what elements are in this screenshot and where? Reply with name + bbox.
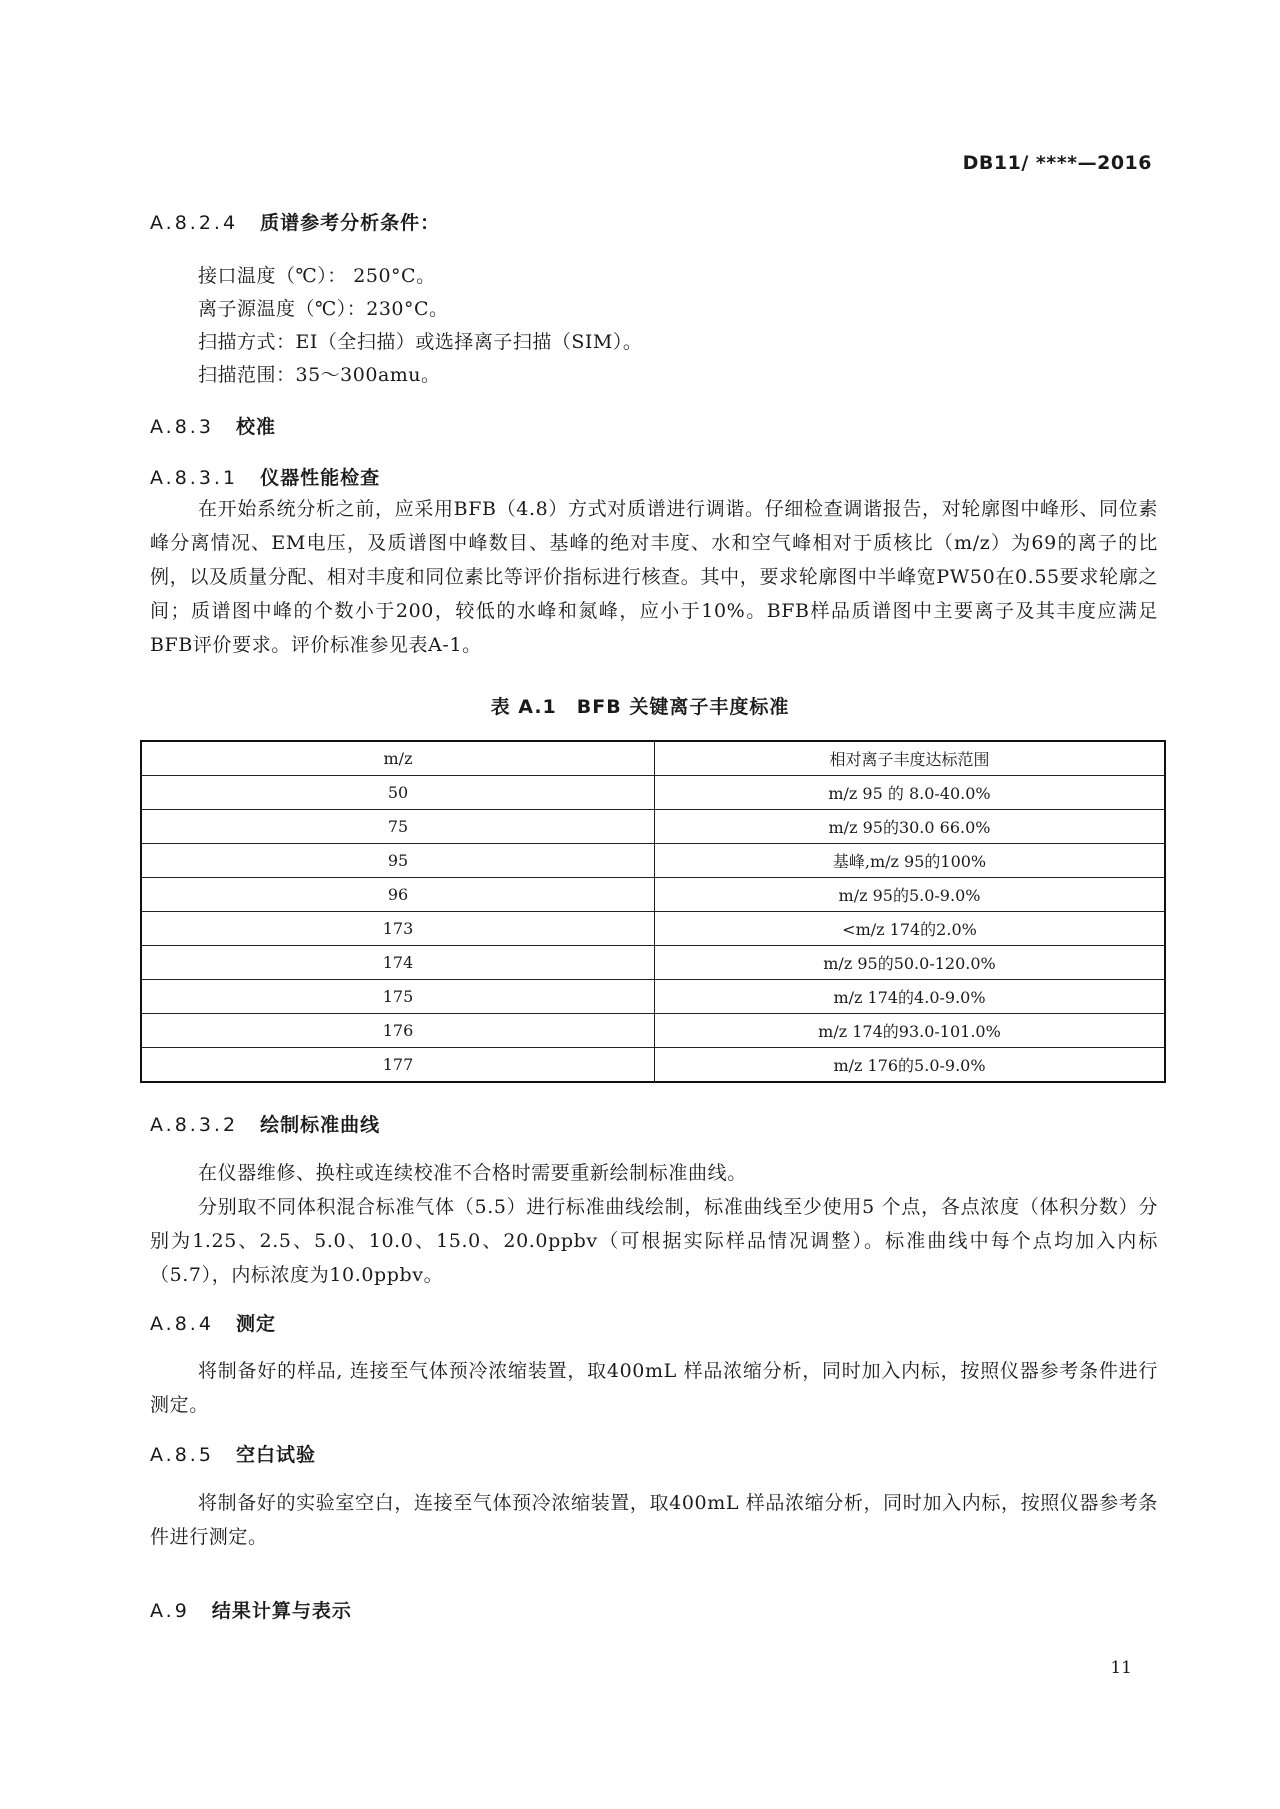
table-header-row xyxy=(141,741,1165,776)
abundance-cell: m/z 95 的 8.0-40.0% xyxy=(655,776,1166,810)
table-row xyxy=(141,912,1165,946)
instrument-check-paragraph: 在开始系统分析之前，应采用BFB（4.8）方式对质谱进行调谐。仔细检查调谐报告，对轮廓图中峰形、同位素峰分离情况、EM电压，及质谱图中峰数目、基峰的绝对丰度、水和空气峰相对于质核比（m/z）为69的离子的比例，以及质量分配、相对丰度和同位素比等评价指标进行核查。其中，要求轮廓图中半峰宽PW50在0.55要求轮廓之间；质谱图中峰的个数小于200，较低的水峰和氮峰，应小于10%。BFB样品质谱图中主要离子及其丰度应满足BFB评价要求。评价标准参见表A-1。 xyxy=(150,498,1158,656)
section-number: A.8.3.1 xyxy=(150,467,239,489)
standard-curve-paragraph-2: 分别取不同体积混合标准气体（5.5）进行标准曲线绘制，标准曲线至少使用5 个点，各点浓度（体积分数）分别为1.25、2.5、5.0、10.0、15.0、20.0ppbv（可根据实际样品情况调整）。标准曲线中每个点均加入内标（5.7），内标浓度为10.0ppbv。 xyxy=(150,1196,1158,1286)
section-title: 校准 xyxy=(235,416,276,438)
column-header-abundance-range: 相对离子丰度达标范围 xyxy=(655,741,1166,776)
section-title: 空白试验 xyxy=(235,1444,316,1466)
section-heading-a8-5 xyxy=(150,1440,316,1467)
section-number: A.8.3 xyxy=(150,416,214,438)
section-number: A.9 xyxy=(150,1600,190,1622)
abundance-cell: m/z 174的4.0-9.0% xyxy=(655,980,1166,1014)
section-heading-a8-4 xyxy=(150,1309,276,1336)
standard-curve-paragraph-1: 在仪器维修、换柱或连续校准不合格时需要重新绘制标准曲线。 xyxy=(198,1162,747,1184)
table-row xyxy=(141,844,1165,878)
abundance-cell: m/z 174的93.0-101.0% xyxy=(655,1014,1166,1048)
mz-cell: 177 xyxy=(141,1048,655,1083)
condition-line-scan-range: 扫描范围：35～300amu。 xyxy=(198,364,441,386)
section-heading-a8-3 xyxy=(150,412,276,439)
mz-cell: 176 xyxy=(141,1014,655,1048)
bfb-ion-abundance-table xyxy=(140,740,1166,1083)
section-title: 仪器性能检查 xyxy=(260,467,381,489)
mz-cell: 96 xyxy=(141,878,655,912)
section-title: 测定 xyxy=(235,1313,276,1335)
condition-line-scan-mode: 扫描方式：EI（全扫描）或选择离子扫描（SIM）。 xyxy=(198,331,643,353)
section-heading-a8-3-1 xyxy=(150,463,380,490)
section-heading-a8-2-4 xyxy=(150,208,440,235)
table-row xyxy=(141,1014,1165,1048)
mz-cell: 174 xyxy=(141,946,655,980)
abundance-cell: m/z 95的30.0 66.0% xyxy=(655,810,1166,844)
section-title: 质谱参考分析条件： xyxy=(260,212,441,234)
section-title: 绘制标准曲线 xyxy=(260,1114,381,1136)
page-number: 11 xyxy=(1110,1658,1132,1678)
section-heading-a9 xyxy=(150,1596,352,1623)
section-number: A.8.2.4 xyxy=(150,212,239,234)
table-row xyxy=(141,946,1165,980)
abundance-cell: 基峰,m/z 95的100% xyxy=(655,844,1166,878)
mz-cell: 75 xyxy=(141,810,655,844)
table-row xyxy=(141,810,1165,844)
measurement-paragraph: 将制备好的样品, 连接至气体预冷浓缩装置，取400mL 样品浓缩分析，同时加入内标，按照仪器参考条件进行测定。 xyxy=(150,1360,1158,1416)
table-title: 表 A.1 BFB 关键离子丰度标准 xyxy=(490,696,790,718)
table-row xyxy=(141,878,1165,912)
section-number: A.8.4 xyxy=(150,1313,214,1335)
abundance-cell: m/z 95的50.0-120.0% xyxy=(655,946,1166,980)
column-header-mz: m/z xyxy=(141,741,655,776)
abundance-cell: m/z 176的5.0-9.0% xyxy=(655,1048,1166,1083)
section-number: A.8.5 xyxy=(150,1444,214,1466)
section-heading-a8-3-2 xyxy=(150,1110,380,1137)
section-title: 结果计算与表示 xyxy=(211,1600,352,1622)
table-row xyxy=(141,980,1165,1014)
section-number: A.8.3.2 xyxy=(150,1114,239,1136)
mz-cell: 173 xyxy=(141,912,655,946)
condition-line-interface-temp: 接口温度（℃）： 250°C。 xyxy=(198,265,436,287)
abundance-cell: <m/z 174的2.0% xyxy=(655,912,1166,946)
abundance-cell: m/z 95的5.0-9.0% xyxy=(655,878,1166,912)
document-code: DB11/ ****—2016 xyxy=(962,152,1152,174)
table-row xyxy=(141,1048,1165,1083)
mz-cell: 175 xyxy=(141,980,655,1014)
blank-test-paragraph: 将制备好的实验室空白，连接至气体预冷浓缩装置，取400mL 样品浓缩分析，同时加入内标，按照仪器参考条件进行测定。 xyxy=(150,1492,1158,1548)
mz-cell: 50 xyxy=(141,776,655,810)
table-row xyxy=(141,776,1165,810)
mz-cell: 95 xyxy=(141,844,655,878)
condition-line-ion-source-temp: 离子源温度（℃）：230°C。 xyxy=(198,298,449,320)
